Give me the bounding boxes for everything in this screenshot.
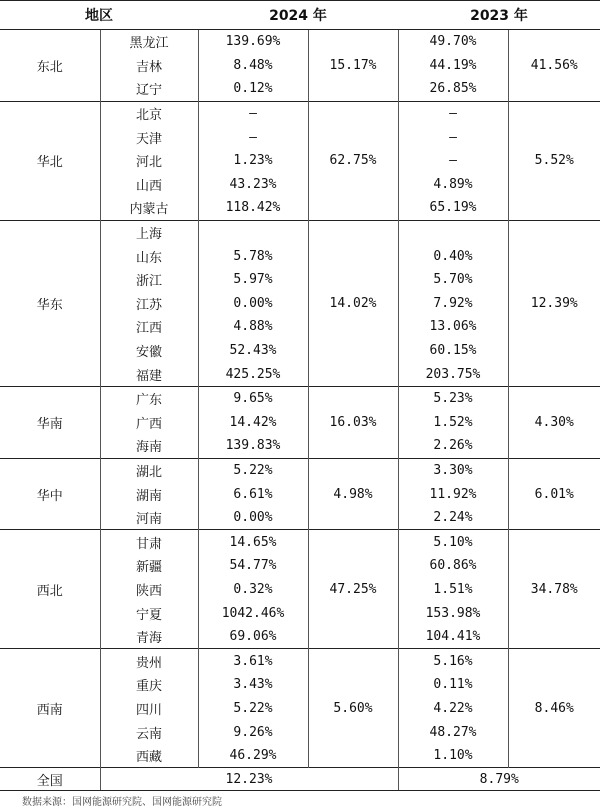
province-name: 甘肃 — [100, 530, 198, 554]
table-row — [0, 101, 600, 125]
value-2023: 153.98% — [398, 601, 508, 625]
province-name: 新疆 — [100, 554, 198, 578]
value-2023: 3.30% — [398, 458, 508, 482]
province-name: 江苏 — [100, 292, 198, 316]
region-total-2024: 14.02% — [308, 220, 398, 386]
value-2024: 0.12% — [198, 77, 308, 101]
region-name: 华中 — [0, 458, 100, 530]
value-2024: 43.23% — [198, 173, 308, 197]
value-2024: 9.26% — [198, 720, 308, 744]
region-total-2023: 34.78% — [508, 530, 600, 649]
total-label: 全国 — [0, 768, 100, 791]
value-2024: 3.43% — [198, 673, 308, 697]
value-2024: 6.61% — [198, 482, 308, 506]
header-2024: 2024 年 — [198, 1, 398, 30]
region-total-2023: 41.56% — [508, 30, 600, 102]
value-2023 — [398, 220, 508, 244]
region-total-2023: 6.01% — [508, 458, 600, 530]
value-2023: 2.24% — [398, 506, 508, 530]
value-2023: — — [398, 125, 508, 149]
province-name: 重庆 — [100, 673, 198, 697]
value-2023: 5.10% — [398, 530, 508, 554]
region-total-2023: 8.46% — [508, 649, 600, 768]
total-row — [0, 768, 600, 791]
region-total-2024: 62.75% — [308, 101, 398, 220]
value-2024: 3.61% — [198, 649, 308, 673]
value-2023: 1.10% — [398, 744, 508, 768]
value-2024: 1.23% — [198, 149, 308, 173]
value-2023: 2.26% — [398, 434, 508, 458]
province-name: 四川 — [100, 697, 198, 721]
footnote: 数据来源：国网能源研究院、国网能源研究院 — [22, 797, 222, 808]
value-2024: 139.69% — [198, 30, 308, 54]
value-2023: 44.19% — [398, 54, 508, 78]
value-2023: 60.86% — [398, 554, 508, 578]
value-2023: 13.06% — [398, 315, 508, 339]
value-2023: 11.92% — [398, 482, 508, 506]
value-2023: 203.75% — [398, 362, 508, 386]
value-2024 — [198, 220, 308, 244]
province-name: 西藏 — [100, 744, 198, 768]
value-2023: 5.16% — [398, 649, 508, 673]
value-2023: 49.70% — [398, 30, 508, 54]
value-2024: 52.43% — [198, 339, 308, 363]
region-name: 西南 — [0, 649, 100, 768]
region-name: 东北 — [0, 30, 100, 102]
province-name: 贵州 — [100, 649, 198, 673]
value-2024: 0.00% — [198, 506, 308, 530]
table-row — [0, 386, 600, 410]
header-2023: 2023 年 — [398, 1, 600, 30]
province-name: 江西 — [100, 315, 198, 339]
province-name: 云南 — [100, 720, 198, 744]
table-body — [0, 30, 600, 791]
total-value-2023: 8.79% — [398, 768, 600, 791]
header-region: 地区 — [0, 1, 198, 30]
province-name: 湖北 — [100, 458, 198, 482]
value-2024: 5.22% — [198, 458, 308, 482]
value-2023: — — [398, 149, 508, 173]
province-name: 北京 — [100, 101, 198, 125]
province-name: 内蒙古 — [100, 196, 198, 220]
value-2023: 4.22% — [398, 697, 508, 721]
value-2024: 5.97% — [198, 268, 308, 292]
value-2023: 1.51% — [398, 578, 508, 602]
province-name: 河南 — [100, 506, 198, 530]
province-name: 山西 — [100, 173, 198, 197]
table-row — [0, 530, 600, 554]
region-name: 华北 — [0, 101, 100, 220]
value-2024: 54.77% — [198, 554, 308, 578]
province-name: 海南 — [100, 434, 198, 458]
value-2023: 1.52% — [398, 411, 508, 435]
value-2024: 0.00% — [198, 292, 308, 316]
value-2024: 8.48% — [198, 54, 308, 78]
value-2023: 0.40% — [398, 244, 508, 268]
value-2023: 65.19% — [398, 196, 508, 220]
region-name: 西北 — [0, 530, 100, 649]
province-name: 浙江 — [100, 268, 198, 292]
value-2023: 60.15% — [398, 339, 508, 363]
region-name: 华东 — [0, 220, 100, 386]
value-2024: 9.65% — [198, 386, 308, 410]
value-2023: 7.92% — [398, 292, 508, 316]
value-2024: 4.88% — [198, 315, 308, 339]
region-name: 华南 — [0, 386, 100, 458]
region-total-2024: 5.60% — [308, 649, 398, 768]
value-2024: 14.42% — [198, 411, 308, 435]
region-total-2024: 15.17% — [308, 30, 398, 102]
province-name: 天津 — [100, 125, 198, 149]
value-2024: 5.22% — [198, 697, 308, 721]
province-name: 宁夏 — [100, 601, 198, 625]
value-2024: 0.32% — [198, 578, 308, 602]
province-name: 辽宁 — [100, 77, 198, 101]
table-row — [0, 649, 600, 673]
value-2024: — — [198, 125, 308, 149]
value-2024: 5.78% — [198, 244, 308, 268]
province-name: 山东 — [100, 244, 198, 268]
value-2024: 69.06% — [198, 625, 308, 649]
header-row — [0, 1, 600, 30]
table-row — [0, 220, 600, 244]
value-2023: 26.85% — [398, 77, 508, 101]
province-name: 福建 — [100, 362, 198, 386]
value-2024: 1042.46% — [198, 601, 308, 625]
value-2023: 4.89% — [398, 173, 508, 197]
table-row — [0, 458, 600, 482]
value-2023: — — [398, 101, 508, 125]
value-2024: 118.42% — [198, 196, 308, 220]
value-2023: 5.23% — [398, 386, 508, 410]
province-name: 安徽 — [100, 339, 198, 363]
province-name: 广西 — [100, 411, 198, 435]
value-2023: 48.27% — [398, 720, 508, 744]
region-total-2024: 4.98% — [308, 458, 398, 530]
province-name: 陕西 — [100, 578, 198, 602]
value-2023: 0.11% — [398, 673, 508, 697]
province-name: 广东 — [100, 386, 198, 410]
region-total-2024: 47.25% — [308, 530, 398, 649]
table-row — [0, 30, 600, 54]
value-2024: 139.83% — [198, 434, 308, 458]
province-name: 黑龙江 — [100, 30, 198, 54]
region-total-2023: 4.30% — [508, 386, 600, 458]
province-name: 青海 — [100, 625, 198, 649]
value-2023: 5.70% — [398, 268, 508, 292]
province-name: 吉林 — [100, 54, 198, 78]
value-2024: 46.29% — [198, 744, 308, 768]
value-2024: — — [198, 101, 308, 125]
province-name: 上海 — [100, 220, 198, 244]
province-name: 河北 — [100, 149, 198, 173]
province-name: 湖南 — [100, 482, 198, 506]
region-total-2024: 16.03% — [308, 386, 398, 458]
value-2023: 104.41% — [398, 625, 508, 649]
region-total-2023: 12.39% — [508, 220, 600, 386]
region-total-2023: 5.52% — [508, 101, 600, 220]
value-2024: 14.65% — [198, 530, 308, 554]
total-value-2024: 12.23% — [100, 768, 398, 791]
value-2024: 425.25% — [198, 362, 308, 386]
